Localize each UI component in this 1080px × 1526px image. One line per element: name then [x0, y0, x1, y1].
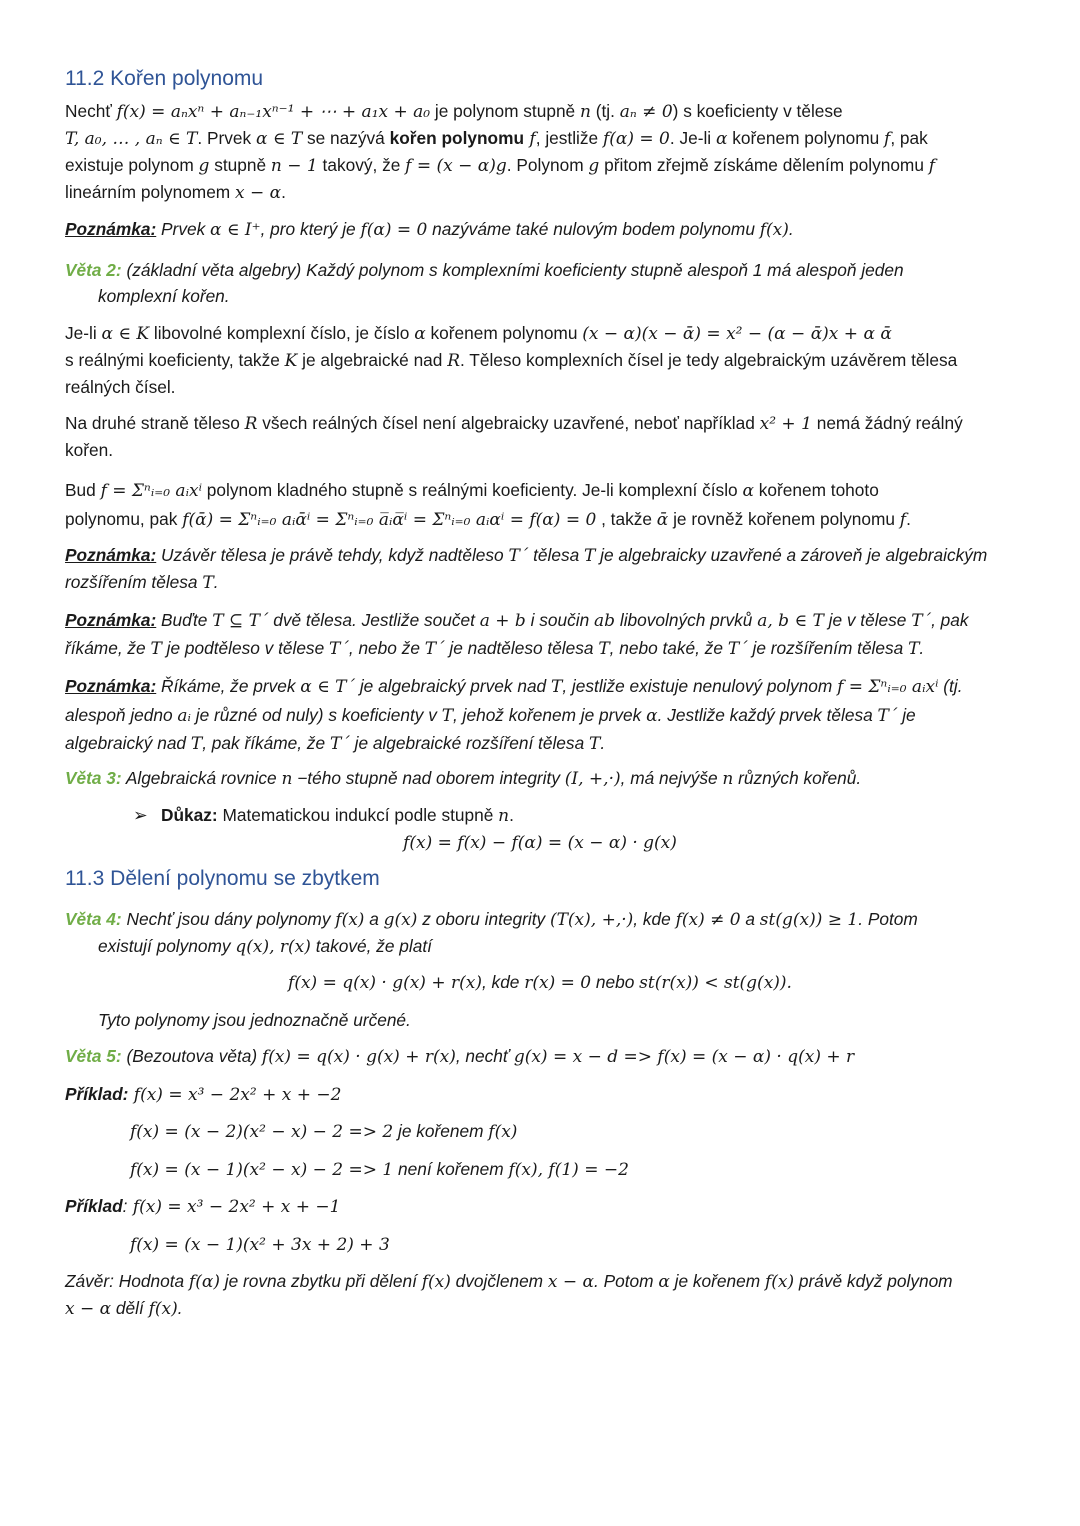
formula: q(x), r(x): [235, 937, 311, 957]
proof-formula: [65, 829, 1015, 856]
text: .: [213, 572, 219, 592]
formula: f = Σⁿᵢ₌₀ aᵢxⁱ: [837, 677, 939, 697]
formula: ᾱ: [656, 510, 669, 530]
text: , pak říkáme, že: [202, 733, 330, 753]
example-label: Příklad: [65, 1196, 123, 1216]
line: [65, 933, 1015, 960]
text: dvojčlenem: [450, 1271, 548, 1291]
text: .: [919, 638, 925, 658]
formula: f = (x − α)g: [405, 156, 507, 176]
text: kořenem polynomu: [727, 128, 885, 148]
text: je polynom stupně: [430, 101, 580, 121]
formula: st(r(x)) < st(g(x)).: [639, 973, 792, 993]
example-1: [65, 1081, 1015, 1108]
formula: f(x) = q(x) · g(x) + r(x): [288, 973, 482, 993]
text: je algebraické nad: [297, 350, 448, 370]
formula: aᵢ: [177, 705, 191, 726]
formula: a + b: [479, 611, 526, 631]
formula: α: [646, 705, 658, 726]
text: není kořenem: [393, 1159, 509, 1179]
formula: T´: [508, 546, 529, 566]
text: , nechť: [455, 1046, 514, 1066]
text: , nebo že: [348, 638, 425, 658]
text: je: [897, 704, 916, 725]
formula: f: [928, 156, 936, 176]
text: . Prvek: [197, 128, 256, 148]
line: [65, 673, 1015, 702]
text: (základní věta algebry) Každý polynom s komplexními koeficienty stupně alespoň 1 má alespoň jeden: [121, 260, 904, 280]
formula: f = Σⁿᵢ₌₀ aᵢxⁱ: [100, 481, 202, 501]
text: je rovněž kořenem polynomu: [668, 509, 900, 529]
text: . Polynom: [506, 155, 589, 175]
paragraph-root-definition: [65, 98, 1015, 206]
paragraph-complex-closure: [65, 320, 1015, 400]
example-label: Příklad:: [65, 1084, 129, 1104]
text: Buďte: [156, 610, 213, 630]
text: říkáme, že: [65, 638, 151, 658]
note-label: Poznámka:: [65, 610, 157, 630]
formula: α ∈ I⁺: [210, 220, 261, 240]
formula: R: [447, 351, 461, 371]
theorem-2: [65, 257, 1015, 309]
formula: T: [441, 705, 454, 726]
text: všech reálných čísel není algebraicky uzavřené, neboť například: [257, 413, 760, 433]
formula: T: [908, 639, 920, 659]
text: rozšířením tělesa: [65, 572, 203, 592]
text: algebraický nad: [65, 733, 191, 753]
line: [65, 257, 1015, 283]
formula: T´: [877, 705, 898, 726]
line: [65, 730, 1015, 759]
formula: r(x) = 0: [524, 973, 592, 993]
formula: T´: [727, 639, 748, 659]
text: , nebo také, že: [609, 638, 728, 658]
formula: T, a₀, … , aₙ ∈ T: [65, 129, 198, 149]
note-label: Poznámka:: [65, 545, 157, 565]
formula: α ∈ T´: [300, 677, 356, 697]
proof-item: [65, 802, 1015, 829]
formula: n: [498, 806, 510, 826]
text: Závěr: Hodnota: [65, 1271, 189, 1291]
text: Nechť: [65, 101, 117, 121]
line: [65, 1268, 1015, 1295]
text: libovolné komplexní číslo, je číslo: [149, 323, 415, 343]
formula: (x − α)(x − ᾱ) = x² − (α − ᾱ)x + α ᾱ: [582, 324, 892, 344]
formula: f(x) = (x − 1)(x² − x) − 2 => 1: [130, 1160, 394, 1180]
formula: T´: [911, 611, 932, 631]
formula: x − α: [547, 1272, 594, 1292]
formula: st(g(x)) ≥ 1: [759, 910, 859, 930]
paragraph-real-not-closed: [65, 410, 1015, 463]
text: Na druhé straně těleso: [65, 413, 245, 433]
text: a: [740, 909, 760, 929]
line: [65, 410, 1015, 437]
text: je algebraicky uzavřené a zároveň je algebraickým: [595, 545, 988, 565]
text: Uzávěr tělesa je právě tehdy, když nadtěleso: [156, 545, 509, 565]
line: [65, 1295, 1015, 1322]
note-label: Poznámka:: [65, 219, 157, 239]
text: je v tělese: [823, 610, 912, 630]
conclusion: [65, 1268, 1015, 1322]
text: tělesa: [528, 545, 585, 565]
formula: α: [658, 1272, 670, 1292]
formula: n: [281, 769, 293, 789]
line: [65, 505, 1015, 534]
formula: f(x): [421, 1272, 451, 1292]
text: .: [177, 1298, 183, 1318]
line: [65, 98, 1015, 125]
text: Matematickou indukcí podle stupně: [217, 805, 499, 825]
text: Bud: [65, 480, 101, 500]
theorem-label: Věta 4:: [65, 909, 122, 929]
text: , jestliže: [535, 128, 603, 148]
text: různých kořenů.: [733, 768, 862, 788]
text: ) s koeficienty v tělese: [672, 101, 843, 121]
text: . Potom: [858, 909, 918, 929]
proof-label: Důkaz:: [161, 805, 218, 825]
formula: α: [715, 129, 728, 149]
text: −tého stupně nad oborem integrity: [292, 768, 565, 788]
formula: n − 1: [270, 156, 318, 176]
formula: T ⊆ T´: [212, 611, 269, 631]
formula: T´: [329, 734, 350, 754]
text: , pak: [890, 128, 928, 148]
formula: α ∈ T: [255, 129, 303, 149]
line: [65, 607, 1015, 635]
text: je různé od nuly) s koeficienty v: [190, 704, 442, 725]
note-subfield: [65, 607, 1015, 663]
text: polynomu, pak: [65, 509, 183, 529]
formula: g(x): [383, 910, 418, 930]
formula: f(α): [188, 1272, 220, 1292]
line: kořen.: [65, 440, 114, 460]
text: Říkáme, že prvek: [156, 676, 301, 696]
example-1-step-2: [65, 1156, 1015, 1183]
text: takové, že platí: [310, 936, 432, 956]
line: [65, 906, 1015, 933]
text: je kořenem: [669, 1271, 765, 1291]
text: .: [788, 219, 794, 239]
text: , pro který je: [260, 219, 361, 239]
text: , jestliže existuje nenulový polynom: [562, 676, 838, 696]
formula: T´: [424, 639, 445, 659]
formula: a, b ∈ T: [757, 611, 824, 631]
formula: f(x) = (x − 1)(x² + 3x + 2) + 3: [130, 1235, 390, 1255]
text: s reálnými koeficienty, takže: [65, 350, 285, 370]
text: nazýváme také nulovým bodem polynomu: [427, 219, 760, 239]
formula: f(x): [764, 1272, 795, 1292]
text: je rovna zbytku při dělení: [219, 1271, 422, 1291]
text: , kde: [481, 972, 525, 992]
text: Je-li: [65, 323, 102, 343]
note-closure: [65, 542, 1015, 596]
line: [65, 125, 1015, 152]
formula: ab: [594, 611, 616, 631]
paragraph-conjugate-root: [65, 476, 1015, 534]
formula: f(α) = 0: [360, 220, 428, 240]
formula: g: [588, 156, 600, 176]
text: takový, že: [317, 155, 406, 175]
formula: f(α) = 0: [602, 129, 670, 149]
formula: f(x) = q(x) · g(x) + r(x): [261, 1047, 456, 1067]
bold-term: kořen polynomu: [389, 128, 525, 148]
formula: T´: [329, 639, 349, 659]
line: [65, 179, 1015, 206]
theorem-3: [65, 765, 1015, 792]
division-formula: [65, 969, 1015, 996]
text: Prvek: [156, 219, 211, 239]
formula: T: [202, 573, 214, 593]
text: stupně: [209, 155, 271, 175]
arrow-bullet-icon: ➢: [133, 805, 148, 825]
formula: n: [579, 102, 591, 122]
formula: f(x) = (x − 2)(x² − x) − 2 => 2: [130, 1122, 394, 1142]
note-algebraic-element: [65, 673, 1015, 759]
formula: f(x) = aₙxⁿ + aₙ₋₁xⁿ⁻¹ + ⋯ + a₁x + a₀: [116, 102, 431, 122]
text: dvě tělesa. Jestliže součet: [268, 610, 480, 630]
text: alespoň jedno: [65, 704, 178, 725]
formula: T: [598, 639, 610, 659]
formula: R: [244, 414, 258, 434]
text: .: [509, 805, 514, 825]
formula: f(x) = f(x) − f(α) = (x − α) · g(x): [403, 833, 677, 853]
formula: f(x): [148, 1299, 178, 1319]
text: se nazývá: [302, 128, 390, 148]
formula: f(ᾱ) = Σⁿᵢ₌₀ aᵢᾱⁱ = Σⁿᵢ₌₀ a̅ᵢα̅ⁱ = Σⁿᵢ₌₀ aᵢαⁱ = f(α) = 0: [182, 510, 597, 530]
text: , takže: [596, 509, 657, 529]
formula: (I, +,·): [564, 769, 621, 789]
formula: α ∈ K: [101, 324, 150, 344]
formula: f: [899, 510, 907, 530]
text: :: [122, 1196, 128, 1216]
theorem-4: [65, 906, 1015, 960]
text: (tj.: [938, 676, 963, 696]
text: , kde: [633, 909, 676, 929]
text: , pak: [931, 610, 969, 630]
formula: f(x): [335, 910, 365, 930]
text: je rozšířením tělesa: [747, 638, 909, 658]
formula: f: [524, 129, 536, 149]
formula: α: [414, 324, 426, 344]
text: lineárním polynomem: [65, 182, 236, 202]
example-2-step-1: [65, 1231, 1015, 1258]
text: .: [281, 182, 286, 202]
text: je algebraické rozšíření tělesa: [349, 733, 589, 753]
text: . Těleso komplexních čísel je tedy algebraickým uzávěrem tělesa: [460, 350, 958, 370]
formula: T: [190, 734, 203, 754]
text: libovolných prvků: [615, 610, 758, 630]
formula: g(x) = x − d => f(x) = (x − α) · q(x) + r: [513, 1047, 855, 1067]
text: polynom kladného stupně s reálnými koeficienty. Je-li komplexní číslo: [202, 480, 743, 500]
formula: f(x) = x³ − 2x² + x + −2: [128, 1085, 342, 1105]
text: je podtěleso v tělese: [161, 638, 329, 658]
text: z oboru integrity: [417, 909, 550, 929]
text: dělí: [111, 1298, 149, 1318]
line: [65, 702, 1015, 731]
formula: α: [742, 481, 754, 501]
formula: f(x), f(1) = −2: [508, 1160, 629, 1180]
line: [65, 635, 1015, 663]
text: kořenem polynomu: [425, 323, 583, 343]
example-1-step-1: [65, 1118, 1015, 1145]
theorem-5: [65, 1043, 1015, 1070]
formula: f(x): [488, 1122, 518, 1142]
formula: f: [884, 129, 891, 149]
formula: T: [550, 677, 563, 697]
text: existují polynomy: [98, 936, 236, 956]
line: komplexní kořen.: [98, 286, 230, 306]
theorem-label: Věta 5:: [65, 1046, 122, 1066]
text: . Potom: [594, 1271, 659, 1291]
section-heading-11-2: 11.2 Kořen polynomu: [65, 67, 264, 90]
text: , má nejvýše: [620, 768, 723, 788]
formula: x² + 1: [759, 414, 812, 434]
theorem-label: Věta 2:: [65, 260, 122, 280]
text: (tj.: [590, 101, 620, 121]
text: (Bezoutova věta): [121, 1046, 262, 1066]
formula: K: [284, 351, 298, 371]
text: právě když polynom: [794, 1271, 953, 1291]
line: [65, 569, 1015, 596]
formula: g: [198, 156, 210, 176]
formula: f(x) = x³ − 2x² + x + −1: [127, 1197, 341, 1217]
text: i součin: [525, 610, 595, 630]
text: , jehož kořenem je prvek: [453, 704, 647, 725]
line: [65, 347, 1015, 374]
text: přitom zřejmě získáme dělením polynomu: [599, 155, 929, 175]
text: je nadtěleso tělesa: [444, 638, 599, 658]
text: a: [364, 909, 384, 929]
formula: x − α: [65, 1299, 112, 1319]
line: [65, 152, 1015, 179]
text: je algebraický prvek nad: [355, 676, 551, 696]
formula: f(x): [759, 220, 789, 240]
formula: f(x) ≠ 0: [675, 910, 741, 930]
note-zero-point: [65, 216, 1015, 243]
formula: (T(x), +,·): [549, 910, 634, 930]
formula: aₙ ≠ 0: [619, 102, 673, 122]
text: nebo: [591, 972, 640, 992]
text: .: [600, 733, 606, 753]
text: nemá žádný reálný: [811, 413, 963, 433]
formula: x − α: [235, 183, 282, 203]
text: existuje polynom: [65, 155, 199, 175]
text: je kořenem: [393, 1121, 489, 1141]
text: . Jestliže každý prvek tělesa: [657, 704, 878, 725]
formula: T: [588, 734, 601, 754]
theorem-4-uniqueness: Tyto polynomy jsou jednoznačně určené.: [98, 1010, 411, 1030]
formula: T: [150, 639, 162, 659]
line: [65, 320, 1015, 347]
section-heading-11-3: 11.3 Dělení polynomu se zbytkem: [65, 867, 380, 890]
text: Algebraická rovnice: [121, 768, 282, 788]
formula: n: [722, 769, 734, 789]
line: [65, 542, 1015, 569]
line: reálných čísel.: [65, 377, 176, 397]
theorem-label: Věta 3:: [65, 768, 122, 788]
text: Nechť jsou dány polynomy: [121, 909, 336, 929]
formula: T: [584, 546, 596, 566]
example-2: [65, 1193, 1015, 1220]
text: . Je-li: [669, 128, 716, 148]
text: kořenem tohoto: [753, 480, 879, 500]
line: [65, 476, 1015, 505]
note-label: Poznámka:: [65, 676, 157, 696]
text: .: [906, 509, 911, 529]
